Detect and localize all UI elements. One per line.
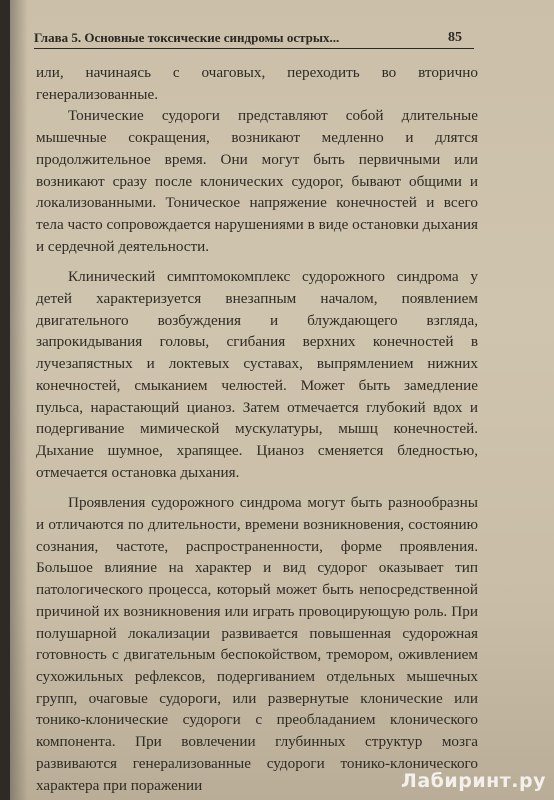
paragraph-continuation: или, начинаясь с очаговых, переходить во вторично генерализованные. — [36, 64, 478, 103]
watermark-logo: Лабиринт.ру — [401, 770, 546, 792]
running-head: Глава 5. Основные токсические синдромы острых... — [34, 30, 474, 49]
page-number: 85 — [448, 30, 462, 45]
paragraph-manifestations: Проявления судорожного синдрома могут быть разнообразны и отличаются по длительности, времени возникновения, состоянию сознания, частоте, распространенности, форме проявления. Большое влияние на характер и вид судорог оказывает тип патологического процесса, который может быть непосредственной причиной их возникновения или играть провоцирующую роль. При полушарной локализации развивается повышенная судорожная готовность с двигательным беспокойством, тремором, оживлением сухожильных рефлексов, подергиванием отдельных мышечных групп, очаговые судороги, или развернутые клонические или тонико-клонические судороги с преобладанием клонического компонента. При вовлечении глубинных структур мозга развиваются генерализованные судороги тонико-клонического характера при поражении — [36, 494, 478, 794]
book-page — [10, 0, 554, 800]
text-column — [36, 62, 478, 796]
page-gutter-shadow — [10, 0, 28, 800]
paragraph-clinical-symptoms: Клинический симптомокомплекс судорожного синдрома у детей характеризуется внезапным началом, появлением двигательного возбуждения и блуждающего взгляда, запрокидывания головы, сгибания верхних конечностей в лучезапястных и локтевых суставах, выпрямлением нижних конечностей, смыканием челюстей. Может быть замедление пульса, нарастающий цианоз. Затем отмечается глубокий вдох и подергивание мимической мускулатуры, мышц конечностей. Дыхание шумное, храпящее. Цианоз сменяется бледностью, отмечается остановка дыхания. — [36, 268, 478, 481]
paragraph-tonic-seizures: Тонические судороги представляют собой длительные мышечные сокращения, возникают медленно и длятся продолжительное время. Они могут быть первичными или возникают сразу после клонических судорог, бывают общими и локализованными. Тоническое напряжение конечностей и всего тела часто сопровождается нарушениями в виде остановки дыхания и сердечной деятельности. — [36, 107, 478, 255]
